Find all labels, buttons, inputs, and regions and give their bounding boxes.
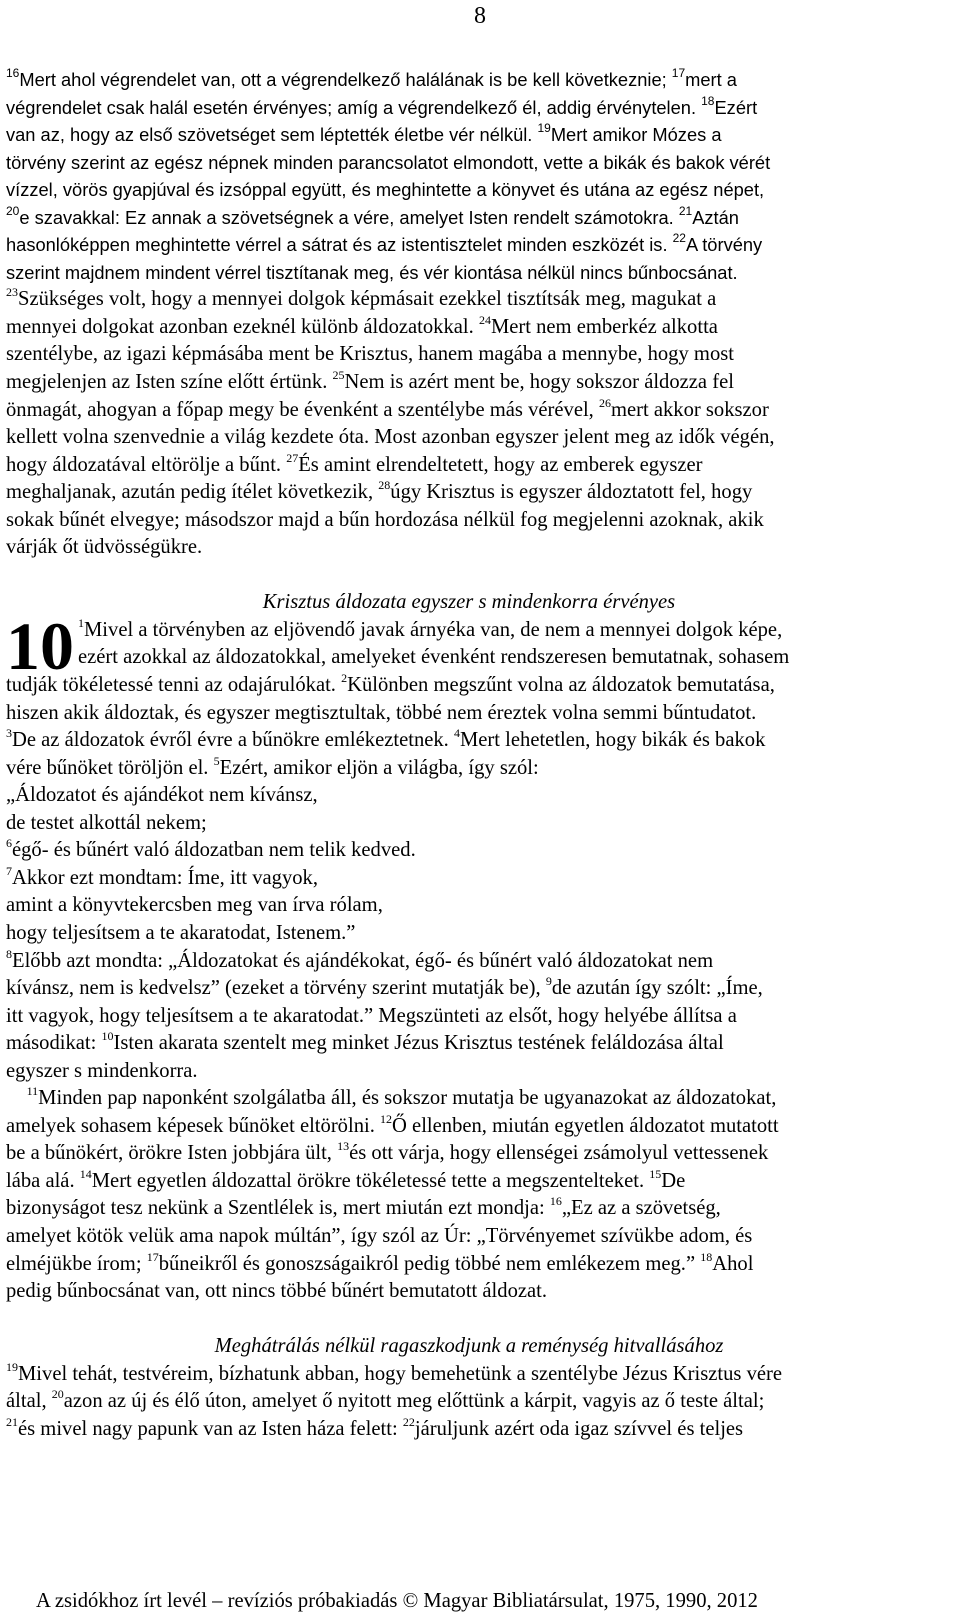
- verse-number: 18: [700, 1249, 713, 1264]
- verse-text: elméjükbe írom;: [6, 1252, 147, 1275]
- verse-text: hasonlóképpen meghintette vérrel a sátrat és az istentisztelet minden eszközét is.: [6, 234, 673, 256]
- chapter-10-verses: [6, 672, 932, 1306]
- text-line: [6, 1030, 932, 1058]
- verse-text: Különben megszűnt volna az áldozatok bemutatása,: [347, 674, 775, 697]
- verse-text: [6, 1087, 27, 1109]
- text-line: [6, 1195, 932, 1223]
- text-line: [6, 948, 932, 976]
- text-line: [6, 892, 932, 920]
- verse-text: és ott várja, hogy ellenségei zsámolyul vettessenek: [349, 1142, 769, 1165]
- verse-text: A törvény: [685, 234, 763, 256]
- verse-number: 2: [341, 671, 348, 686]
- text-line: [6, 341, 932, 369]
- verse-number: 17: [146, 1249, 159, 1264]
- text-line: [6, 1251, 932, 1279]
- verse-text: Minden pap naponként szolgálatba áll, és sokszor mutatja be ugyanazokat az áldozatokat,: [38, 1087, 777, 1110]
- text-line: [6, 1278, 932, 1306]
- text-line: [6, 149, 932, 177]
- verse-text: be a bűnökért, örökre Isten jobbjára ült,: [6, 1142, 338, 1165]
- text-line: [6, 1361, 932, 1389]
- text-line: [6, 259, 932, 287]
- verse-text: vére bűnöket töröljön el.: [6, 756, 214, 779]
- verse-text: kellett volna szenvednie a világ kezdete óta. Most azonban egyszer jelent meg az idők végén,: [6, 426, 775, 449]
- verse-number: 28: [378, 478, 391, 493]
- paragraph-gap: [6, 562, 932, 590]
- verse-text: Ezért, amikor eljön a világba, így szól:: [219, 756, 539, 779]
- verse-number: 17: [671, 66, 686, 80]
- verse-text: Mert lehetetlen, hogy bikák és bakok: [459, 729, 766, 752]
- verse-number: 15: [649, 1166, 662, 1181]
- verse-text: által,: [6, 1390, 52, 1413]
- verse-number: 19: [6, 1359, 18, 1374]
- verse-text: És amint elrendeltetett, hogy az emberek egyszer: [298, 453, 703, 476]
- text-line: [6, 1388, 932, 1416]
- text-line: [6, 700, 932, 728]
- verse-text: Nem is azért ment be, hogy sokszor áldozza fel: [344, 371, 734, 394]
- verse-number: 27: [286, 450, 299, 465]
- chapter-10-continuation: [6, 1361, 932, 1444]
- verse-text: ezért azokkal az áldozatokkal, amelyeket évenként rendszeresen bemutatnak, sohasem: [78, 646, 790, 669]
- verse-text: másodikat:: [6, 1032, 102, 1055]
- verse-text: kívánsz, nem is kedvelsz” (ezeket a törvény szerint mutatják be),: [6, 977, 546, 1000]
- verse-number: 26: [598, 395, 611, 410]
- text-line: [6, 1416, 932, 1444]
- verse-number: 25: [332, 368, 345, 383]
- verse-text: mert a: [685, 69, 737, 90]
- verse-text: de testet alkottál nekem;: [6, 811, 207, 834]
- verse-number: 13: [337, 1139, 350, 1154]
- text-line: [6, 810, 932, 838]
- verse-number: 12: [380, 1111, 393, 1126]
- text-line: [6, 66, 932, 94]
- verse-number: 3: [6, 726, 12, 741]
- verse-text: Isten akarata szentelt meg minket Jézus Krisztus testének feláldozása által: [113, 1032, 724, 1055]
- text-line: [78, 644, 932, 672]
- text-line: [6, 452, 932, 480]
- verse-text: De: [661, 1169, 686, 1192]
- verse-text: Akkor ezt mondtam: Íme, itt vagyok,: [12, 866, 318, 889]
- verse-text: sokak bűnét elvegye; másodszor majd a bűn hordozása nélkül fog megjelenni azoknak, akik: [6, 508, 764, 531]
- verse-number: 10: [101, 1029, 114, 1044]
- section-heading-2: Meghátrálás nélkül ragaszkodjunk a reménység hitvallásához: [214, 1335, 724, 1358]
- verse-text: mennyei dolgokat azonban ezeknél különb áldozatokkal.: [6, 315, 479, 338]
- verse-number: 4: [453, 726, 460, 741]
- verse-number: 16: [6, 66, 20, 80]
- text-line: [6, 755, 932, 783]
- body-text: [6, 66, 932, 1443]
- text-line: [6, 397, 932, 425]
- verse-text: Mert amikor Mózes a: [550, 124, 722, 146]
- verse-number: 21: [6, 1414, 18, 1429]
- verse-number: 21: [678, 203, 693, 218]
- chapter-10-opening: [6, 607, 932, 684]
- verse-text: megjelenjen az Isten színe előtt értünk.: [6, 371, 333, 394]
- verse-text: van az, hogy az első szövetséget sem léptették életbe vér nélkül.: [6, 124, 538, 146]
- text-line: [6, 94, 932, 122]
- text-line: [6, 975, 932, 1003]
- text-line: [6, 369, 932, 397]
- text-line: [6, 727, 932, 755]
- verse-text: önmagát, ahogyan a főpap megy be évenként a szentélybe más vérével,: [6, 398, 599, 421]
- verse-text: törvény szerint az egész népnek minden parancsolatot elmondott, vette a bikák és bakok vérét: [6, 151, 771, 173]
- verse-text: „Ez az a szövetség,: [561, 1197, 721, 1220]
- text-line: [6, 865, 932, 893]
- text-line: [6, 231, 932, 259]
- verse-number: 14: [79, 1166, 92, 1181]
- verse-text: e szavakkal: Ez annak a szövetségnek a vére, amelyet Isten rendelt számotokra.: [19, 206, 679, 228]
- verse-number: 9: [545, 974, 552, 989]
- verse-text: Mivel a törvényben az eljövendő javak árnyéka van, de nem a mennyei dolgok képe,: [84, 618, 783, 641]
- text-line: [6, 1113, 932, 1141]
- verse-number: 24: [478, 312, 491, 327]
- verse-number: 22: [672, 231, 686, 246]
- verse-text: Szükséges volt, hogy a mennyei dolgok képmásait ezekkel tisztítsák meg, magukat a: [18, 288, 717, 311]
- verse-text: Mert ahol végrendelet van, ott a végrendelkező halálának is be kell következnie;: [19, 69, 672, 90]
- chapter-number: 10: [6, 607, 74, 684]
- verse-number: 6: [6, 836, 12, 851]
- text-line: [6, 1168, 932, 1196]
- verse-text: egyszer s mindenkorra.: [6, 1059, 198, 1082]
- verse-text: itt vagyok, hogy teljesítsem a te akaratodat.” Megszünteti az elsőt, hogy helyébe állítsa a: [6, 1004, 737, 1027]
- verse-number: 5: [213, 753, 220, 768]
- verse-text: bizonyságot tesz nekünk a Szentlélek is, mert miután ezt mondja:: [6, 1197, 550, 1220]
- verse-text: lába alá.: [6, 1169, 80, 1192]
- verse-text: pedig bűnbocsánat van, ott nincs többé bűnért bemutatott áldozat.: [6, 1280, 548, 1303]
- text-line: [6, 782, 932, 810]
- section-heading-1: Krisztus áldozata egyszer s mindenkorra érvényes: [262, 591, 676, 614]
- text-line: [6, 204, 932, 232]
- verse-text: hogy áldozatával eltörölje a bűnt.: [6, 453, 287, 476]
- text-line: [6, 479, 932, 507]
- verse-text: és mivel nagy papunk van az Isten háza felett:: [18, 1417, 403, 1440]
- text-line: [6, 672, 932, 700]
- verse-text: de azután így szólt: „Íme,: [551, 977, 763, 1000]
- verse-number: 8: [6, 946, 12, 961]
- verse-text: szerint majdnem mindent vérrel tisztítanak meg, és vér kiontása nélkül nincs bűnbocsánat.: [6, 261, 738, 283]
- chapter-9-verses: [6, 66, 932, 562]
- verse-text: azon az új és élő úton, amelyet ő nyitott meg előttünk a kárpit, vagyis az ő teste által;: [63, 1390, 765, 1413]
- text-line: [6, 1003, 932, 1031]
- text-line: [6, 534, 932, 562]
- verse-number: 22: [402, 1414, 415, 1429]
- verse-text: amelyek sohasem képesek bűnöket eltörölni.: [6, 1114, 381, 1137]
- verse-number: 1: [78, 615, 84, 630]
- verse-text: járuljunk azért oda igaz szívvel és teljes: [414, 1417, 744, 1440]
- verse-text: mert akkor sokszor: [610, 398, 769, 421]
- text-line: [6, 1223, 932, 1251]
- verse-text: várják őt üdvösségükre.: [6, 536, 203, 559]
- verse-number: 11: [26, 1084, 39, 1099]
- text-line: [6, 176, 932, 204]
- verse-text: Ő ellenben, miután egyetlen áldozatot mutatott: [392, 1114, 779, 1137]
- verse-text: amint a könyvtekercsben meg van írva rólam,: [6, 894, 383, 917]
- verse-text: úgy Krisztus is egyszer áldoztatott fel, hogy: [390, 481, 753, 504]
- verse-text: hogy teljesítsem a te akaratodat, Istenem.”: [6, 921, 356, 944]
- verse-number: 18: [701, 93, 715, 108]
- verse-text: tudják tökéletessé tenni az odajárulókat.: [6, 674, 342, 697]
- verse-number: 23: [6, 285, 18, 300]
- verse-text: égő- és bűnért való áldozatban nem telik kedved.: [12, 839, 416, 862]
- page-footer: A zsidókhoz írt levél – revíziós próbakiadás © Magyar Bibliatársulat, 1975, 1990, 2012: [36, 1590, 758, 1612]
- text-line: [6, 920, 932, 948]
- page-number: 8: [474, 3, 486, 29]
- text-line: [6, 507, 932, 535]
- verse-text: Ezért: [714, 96, 758, 118]
- verse-text: Ahol: [712, 1252, 754, 1275]
- verse-text: amelyet kötök velük ama napok múltán”, így szól az Úr: „Törvényemet szívükbe adom, és: [6, 1224, 753, 1247]
- verse-text: Mivel tehát, testvéreim, bízhatunk abban, hogy bemehetünk a szentélybe Jézus Krisztus vére: [18, 1362, 783, 1385]
- verse-text: hiszen akik áldoztak, és egyszer megtisztultak, többé nem éreztek volna semmi bűntudatot.: [6, 701, 757, 724]
- text-line: [6, 314, 932, 342]
- verse-number: 20: [6, 203, 20, 218]
- verse-text: Előbb azt mondta: „Áldozatokat és ajándékokat, égő- és bűnért való áldozatokat nem: [12, 949, 714, 972]
- verse-number: 7: [6, 863, 12, 878]
- text-line: [6, 1140, 932, 1168]
- text-line: [6, 286, 932, 314]
- verse-text: szentélybe, az igazi képmásába ment be Krisztus, hanem magába a mennybe, hogy most: [6, 343, 734, 366]
- verse-number: 19: [537, 121, 551, 136]
- text-line: [6, 837, 932, 865]
- verse-text: vízzel, vörös gyapjúval és izsóppal együtt, és meghintette a könyvet és utána az egész népet,: [6, 179, 765, 201]
- verse-text: Mert nem emberkéz alkotta: [490, 315, 718, 338]
- verse-number: 16: [549, 1194, 562, 1209]
- verse-text: De az áldozatok évről évre a bűnökre emlékeztetnek.: [12, 729, 454, 752]
- text-line: [6, 1058, 932, 1086]
- text-line: [6, 1085, 932, 1113]
- paragraph-gap: [6, 1306, 932, 1334]
- text-line: [6, 121, 932, 149]
- verse-text: bűneikről és gonoszságaikról pedig többé nem emlékezem meg.”: [158, 1252, 701, 1275]
- verse-text: Aztán: [692, 206, 739, 228]
- verse-text: végrendelet csak halál esetén érvényes; amíg a végrendelkező él, addig érvénytelen.: [6, 96, 702, 118]
- verse-text: „Áldozatot és ajándékot nem kívánsz,: [6, 784, 318, 807]
- verse-text: meghaljanak, azután pedig ítélet következik,: [6, 481, 379, 504]
- text-line: [6, 424, 932, 452]
- text-line: [78, 617, 932, 645]
- verse-text: Mert egyetlen áldozattal örökre tökéletessé tette a megszentelteket.: [91, 1169, 650, 1192]
- verse-number: 20: [51, 1387, 64, 1402]
- dropcap-lines: [6, 617, 932, 672]
